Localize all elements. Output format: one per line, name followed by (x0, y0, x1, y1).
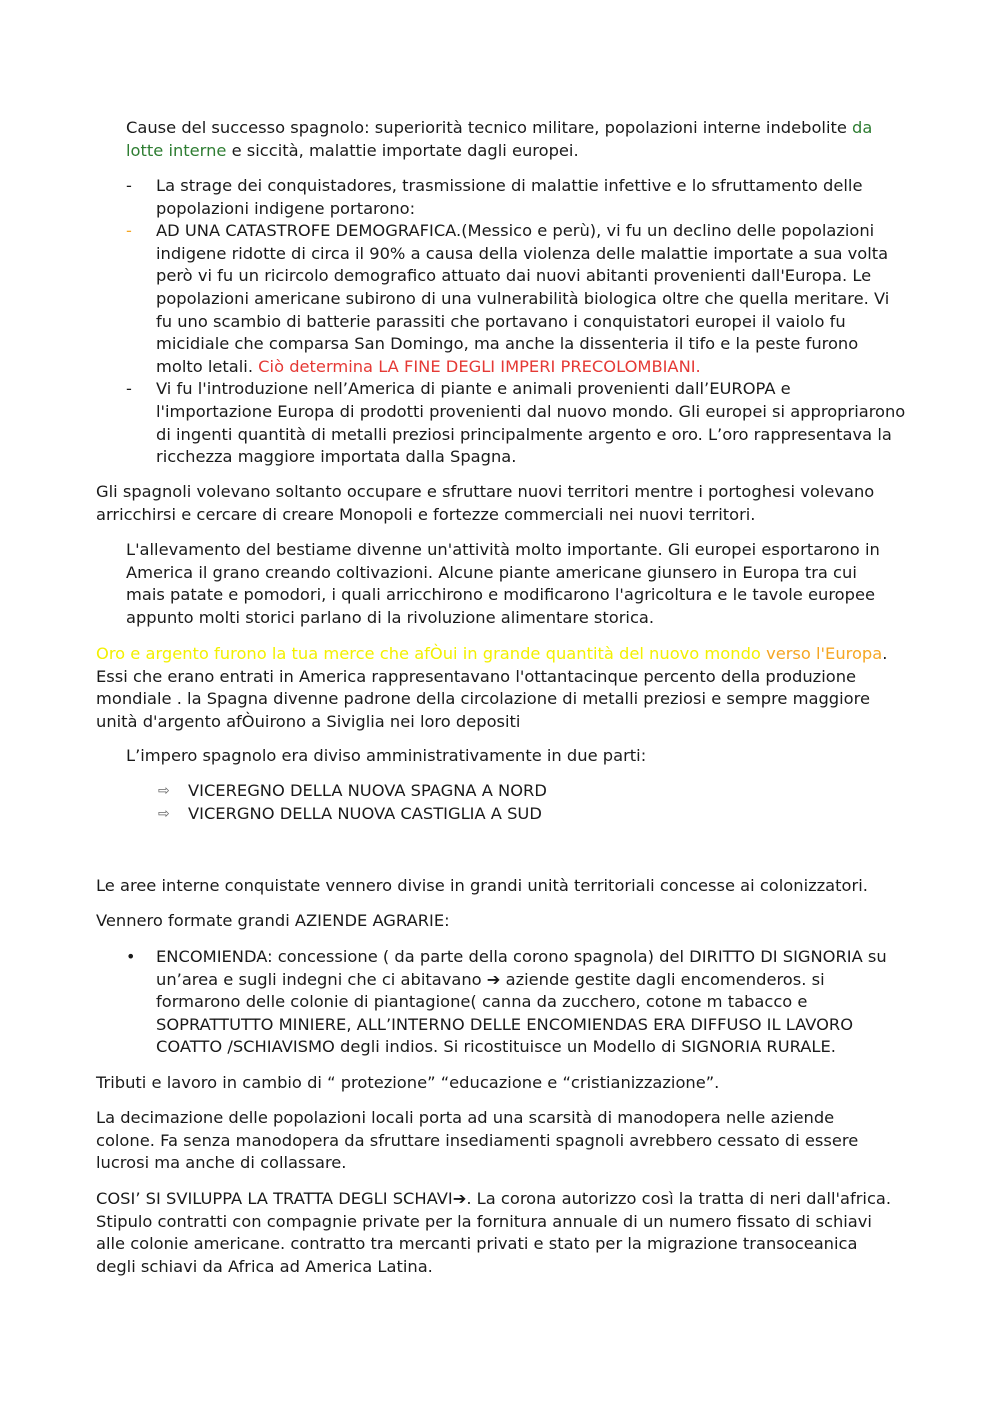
dash-bullet: - (126, 176, 132, 195)
highlight-green-text: da lotte interne (126, 118, 873, 160)
list-item (126, 378, 906, 468)
list-item (126, 946, 906, 1059)
highlight-red-text: Ciò determina LA FINE DEGLI IMPERI PRECOLOMBIANI. (258, 356, 701, 376)
paragraph-allevamento: L'allevamento del bestiame divenne un'attività molto importante. Gli europei esportarono in America il grano creando coltivazioni. Alcune piante americane giunsero in Europa tra cui mais patate e pomodori, i quali arricchirono e modificarono l'agricoltura e le tavole europee appunto molti storici parlano di la rivoluzione alimentare storica. (126, 540, 880, 627)
paragraph-impero-diviso: L’impero spagnolo era diviso amministrativamente in due parti: (126, 746, 647, 765)
paragraph-oro-argento (96, 643, 896, 733)
arrow-right-icon: ⇨ (158, 805, 170, 822)
arrow-list (158, 780, 858, 825)
list-item-text: ENCOMIENDA: concessione ( da parte della corono spagnola) del DIRITTO DI SIGNORIA su un’area e sugli indegni che ci abitavano ➔ aziende gestite dagli encomenderos. si formarono delle colonie di piantagione( canna da zucchero, cotone m tabacco e SOPRATTUTTO MINIERE, ALL’INTERNO DELLE ENCOMIENDAS ERA DIFFUSO IL LAVORO COATTO /SCHIAVISMO degli indios. Si ricostituisce un Modello di SIGNORIA RURALE. (156, 947, 887, 1057)
list-item (158, 780, 858, 803)
list-item (158, 803, 858, 826)
dash-bullet: - (126, 221, 132, 241)
encomienda-list (126, 946, 906, 1059)
dash-bullet: - (126, 379, 132, 399)
text-segment: . Essi che erano entrati in America rappresentavano l'ottantacinque percento della produzione mondiale . la Spagna divenne padrone della circolazione di metalli preziosi e sempre maggiore unità d'argento afÒuirono a Siviglia nei loro depositi (96, 644, 888, 731)
list-item-text: VICERGNO DELLA NUOVA CASTIGLIA A SUD (188, 803, 542, 823)
paragraph-aziende-agrarie: Vennero formate grandi AZIENDE AGRARIE: (96, 911, 450, 930)
list-item-text: VICEREGNO DELLA NUOVA SPAGNA A NORD (188, 781, 547, 800)
paragraph-decimazione: La decimazione delle popolazioni locali porta ad una scarsità di manodopera nelle aziende colone. Fa senza manodopera da sfruttare insediamenti spagnoli avrebbero cessato di essere lucrosi ma anche di collassare. (96, 1108, 859, 1173)
list-item-text: AD UNA CATASTROFE DEMOGRAFICA.(Messico e perù), vi fu un declino delle popolazioni indigene ridotte di circa il 90% a causa della violenza delle malattie importate a sua volta però vi fu un ricircolo demografico attuato dai nuovi abitanti provenienti dall'Europa. Le popolazioni americane subirono di una vulnerabilità biologica oltre che quella meritare. Vi fu uno scambio di batterie parassiti che portavano i conquistatori europei il vaiolo fu micidiale che comparsa San Domingo, ma anche la dissenteria il tifo e la peste furono molto letali. (156, 221, 890, 376)
list-item (126, 175, 906, 220)
paragraph-aree-interne: Le aree interne conquistate vennero divise in grandi unità territoriali concesse ai colonizzatori. (96, 876, 868, 895)
list-item-text: Vi fu l'introduzione nell’America di piante e animali provenienti dall’EUROPA e l'importazione Europa di prodotti provenienti dal nuovo mondo. Gli europei si appropriarono di ingenti quantità di metalli preziosi principalmente argento e oro. L’oro rappresentava la ricchezza maggiore importata dalla Spagna. (156, 379, 906, 467)
highlight-yellow-text: Oro e argento furono la tua merce che afÒui in grande quantità del nuovo mondo (96, 644, 761, 663)
paragraph-tributi: Tributi e lavoro in cambio di “ protezione” “educazione e “cristianizzazione”. (96, 1073, 720, 1092)
paragraph-cause-successo (126, 117, 896, 162)
arrow-right-icon: ⇨ (158, 783, 170, 799)
paragraph-tratta-schiavi: COSI’ SI SVILUPPA LA TRATTA DEGLI SCHAVI➔. La corona autorizzo così la tratta di neri dall'africa. Stipulo contratti con compagnie private per la fornitura annuale di un numero fissato di schiavi alle colonie americane. contratto tra mercanti privati e stato per la migrazione transoceanica degli schiavi da Africa ad America Latina. (96, 1189, 892, 1276)
text-segment: Cause del successo spagnolo: superiorità tecnico militare, popolazioni interne indebolite (126, 118, 853, 137)
dash-list (126, 175, 906, 469)
paragraph-spagnoli-portoghesi: Gli spagnoli volevano soltanto occupare e sfruttare nuovi territori mentre i portoghesi volevano arricchirsi e cercare di creare Monopoli e fortezze commerciali nei nuovi territori. (96, 482, 875, 524)
text-segment: e siccità, malattie importate dagli europei. (226, 140, 579, 160)
list-item (126, 220, 906, 378)
list-item-text: La strage dei conquistadores, trasmissione di malattie infettive e lo sfruttamento delle popolazioni indigene portarono: (156, 176, 863, 218)
bullet-dot-icon: • (126, 947, 136, 966)
highlight-orange-text: verso l'Europa (766, 644, 883, 663)
